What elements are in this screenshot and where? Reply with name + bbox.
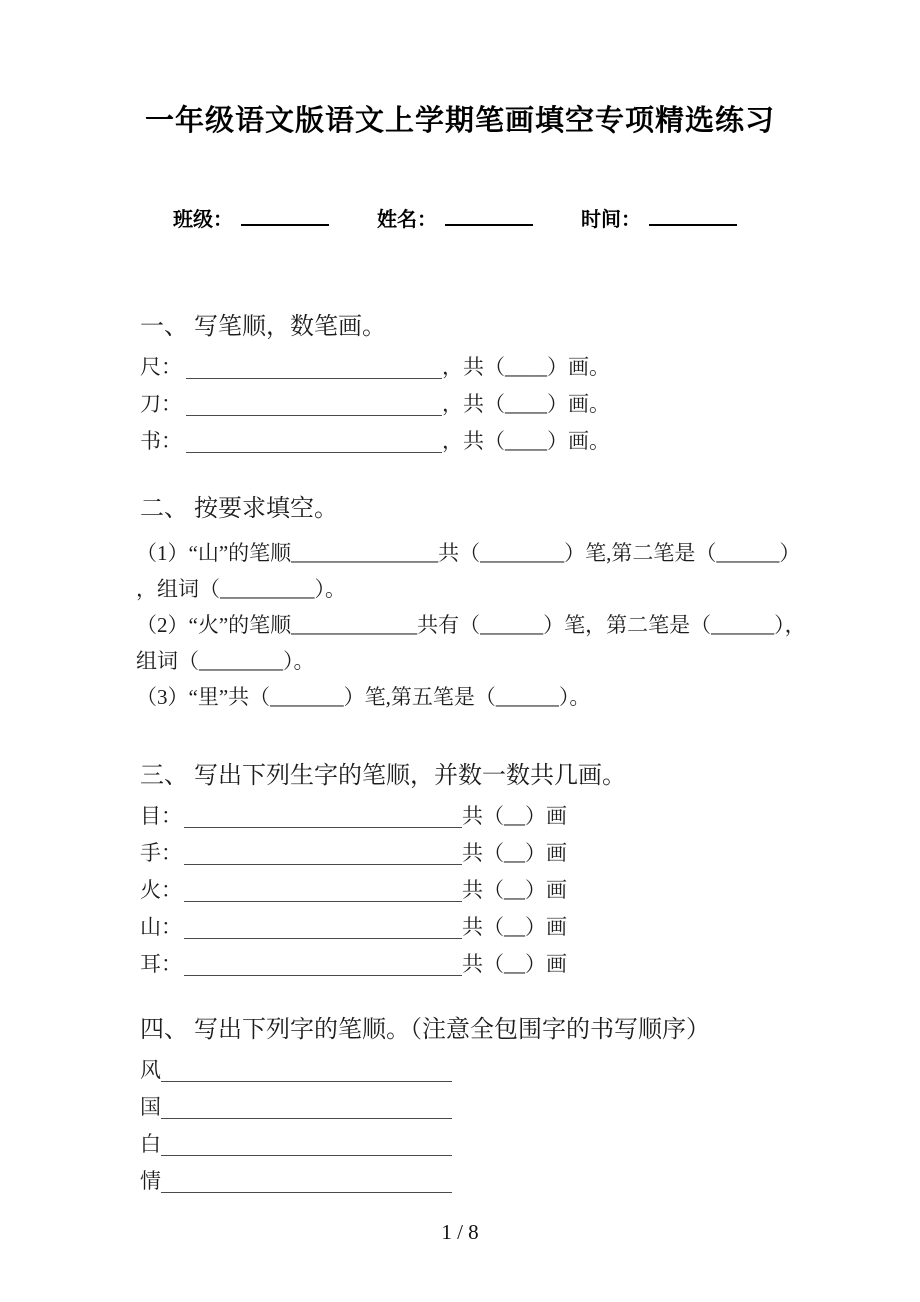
row-character: 风 xyxy=(140,1058,161,1083)
row-suffix: ，共（____）画。 xyxy=(442,355,610,380)
blank-line xyxy=(184,975,462,976)
time-label: 时间： xyxy=(581,209,641,232)
row-suffix: 共（__）画 xyxy=(462,841,567,866)
stroke-count-row-er xyxy=(140,946,920,983)
row-character: 国 xyxy=(140,1095,161,1120)
time-field xyxy=(581,203,737,232)
blank-line xyxy=(161,1155,452,1156)
section1-rows xyxy=(0,349,920,460)
write-order-row-bai xyxy=(140,1126,920,1163)
row-character: 书： xyxy=(140,429,182,454)
stroke-order-row-dao xyxy=(140,386,920,423)
row-suffix: 共（__）画 xyxy=(462,804,567,829)
row-suffix: ，共（____）画。 xyxy=(442,429,610,454)
section2-heading: 二、 按要求填空。 xyxy=(140,496,338,523)
row-character: 尺： xyxy=(140,355,182,380)
time-blank-line xyxy=(649,224,737,226)
section1-heading: 一、 写笔顺，数笔画。 xyxy=(140,314,386,341)
blank-line xyxy=(184,938,462,939)
section4-rows xyxy=(0,1052,920,1200)
section3-heading: 三、 写出下列生字的笔顺，并数一数共几画。 xyxy=(140,763,626,790)
row-suffix: 共（__）画 xyxy=(462,952,567,977)
fill-blank-line-1: （1）“山”的笔顺______________共（________）笔,第二笔是（______） xyxy=(136,541,801,566)
page-number: 1 / 8 xyxy=(441,1220,479,1245)
name-blank-line xyxy=(445,224,533,226)
row-character: 手： xyxy=(140,841,182,866)
blank-line xyxy=(161,1192,452,1193)
fill-blank-line-2: （2）“火”的笔顺____________共有（______）笔，第二笔是（______）， xyxy=(136,613,806,638)
blank-line xyxy=(161,1081,452,1082)
fill-blank-line-2-cont: 组词（________）。 xyxy=(136,649,315,674)
section2-lines xyxy=(0,535,920,715)
stroke-count-row-mu xyxy=(140,798,920,835)
section3-rows xyxy=(0,798,920,983)
blank-line xyxy=(186,378,442,379)
write-order-row-qing xyxy=(140,1163,920,1200)
student-info-row xyxy=(173,203,920,232)
row-character: 火： xyxy=(140,878,182,903)
blank-line xyxy=(184,864,462,865)
row-suffix: 共（__）画 xyxy=(462,878,567,903)
row-character: 刀： xyxy=(140,392,182,417)
row-character: 目： xyxy=(140,804,182,829)
blank-line xyxy=(184,827,462,828)
blank-line xyxy=(184,901,462,902)
class-blank-line xyxy=(241,224,329,226)
row-character: 白 xyxy=(140,1132,161,1157)
blank-line xyxy=(161,1118,452,1119)
section4-heading: 四、 写出下列字的笔顺。（注意全包围字的书写顺序） xyxy=(140,1017,710,1044)
class-field xyxy=(173,203,329,232)
fill-blank-line-3: （3）“里”共（_______）笔,第五笔是（______）。 xyxy=(136,685,591,710)
blank-line xyxy=(186,452,442,453)
stroke-order-row-shu xyxy=(140,423,920,460)
row-suffix: 共（__）画 xyxy=(462,915,567,940)
write-order-row-guo xyxy=(140,1089,920,1126)
row-character: 耳： xyxy=(140,952,182,977)
fill-blank-line-1-cont: ，组词（_________）。 xyxy=(136,577,346,602)
row-character: 情 xyxy=(140,1169,161,1194)
blank-line xyxy=(186,415,442,416)
class-label: 班级： xyxy=(173,209,233,232)
row-suffix: ，共（____）画。 xyxy=(442,392,610,417)
page-title: 一年级语文版语文上学期笔画填空专项精选练习 xyxy=(144,105,775,137)
stroke-order-row-chi xyxy=(140,349,920,386)
write-order-row-feng xyxy=(140,1052,920,1089)
stroke-count-row-huo xyxy=(140,872,920,909)
name-label: 姓名： xyxy=(377,209,437,232)
row-character: 山： xyxy=(140,915,182,940)
stroke-count-row-shou xyxy=(140,835,920,872)
name-field xyxy=(377,203,533,232)
stroke-count-row-shan xyxy=(140,909,920,946)
